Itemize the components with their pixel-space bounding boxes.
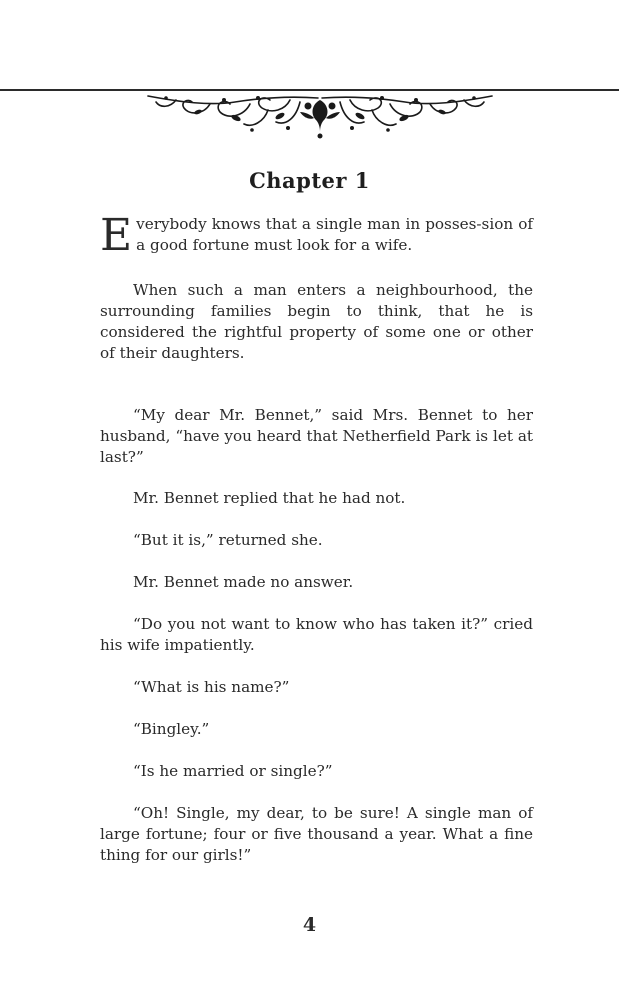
paragraph: “Oh! Single, my dear, to be sure! A single man of large fortune; four or five thousand a year. What a fine thing for our girls!” xyxy=(100,804,533,864)
header-rule xyxy=(0,89,619,91)
floral-ornament-icon xyxy=(140,92,500,140)
opening-paragraph-text: verybody knows that a single man in posses-sion of a good fortune must look for a wife. xyxy=(136,215,533,254)
paragraph: Mr. Bennet replied that he had not. xyxy=(133,489,406,507)
paragraph: “What is his name?” xyxy=(133,678,290,696)
paragraph: “My dear Mr. Bennet,” said Mrs. Bennet to her husband, “have you heard that Netherfield Park is let at last?” xyxy=(100,406,533,466)
paragraph: When such a man enters a neighbourhood, the surrounding families begin to think, that he is considered the rightful property of some one or other of their daughters. xyxy=(100,281,533,362)
drop-cap: E xyxy=(100,210,133,261)
paragraph: “Is he married or single?” xyxy=(133,762,333,780)
paragraph: “Bingley.” xyxy=(133,720,210,738)
page-number: 4 xyxy=(302,914,317,936)
chapter-title: Chapter 1 xyxy=(249,168,370,193)
paragraph: “Do you not want to know who has taken it?” cried his wife impatiently. xyxy=(100,615,533,654)
paragraph: “But it is,” returned she. xyxy=(133,531,323,549)
opening-paragraph xyxy=(100,210,533,261)
paragraph: Mr. Bennet made no answer. xyxy=(133,573,354,591)
